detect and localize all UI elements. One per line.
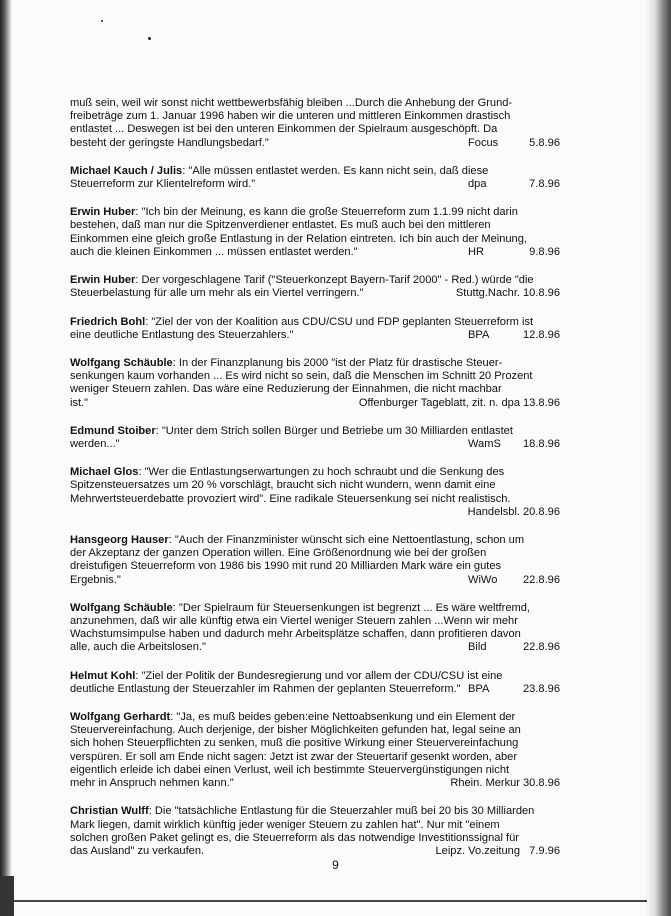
speaker-name: Wolfgang Gerhardt (70, 711, 171, 724)
quote-line (70, 165, 560, 178)
speaker-name: Michael Glos (70, 466, 139, 479)
source-date: 10.8.96 (522, 287, 560, 300)
source-name: BPA (468, 682, 490, 695)
quote-entry (70, 805, 560, 858)
source-date: 30.8.96 (522, 777, 560, 790)
quote-line (70, 670, 560, 683)
quote-line (70, 206, 560, 219)
quote-line (70, 547, 560, 560)
quote-text: bestehen, daß man nur die Spitzenverdiener entlastet. Es muß auch bei den mittleren (70, 219, 491, 232)
quote-text: : "Ziel der Politik der Bundesregierung und vor allem der CDU/CSU ist eine (135, 669, 503, 682)
source-date: 9.8.96 (529, 245, 560, 258)
quote-line (70, 737, 560, 750)
scan-corner-mark (0, 876, 14, 916)
quote-text: entlastet ... Deswegen ist bei den unteren Einkommen der Spielraum ausgeschöpft. Da (70, 123, 498, 136)
quote-text: : Der vorgeschlagene Tarif ("Steuerkonzept Bayern-Tarif 2000" - Red.) würde "die (135, 274, 534, 287)
speaker-name: Christian Wulff (70, 805, 149, 818)
quote-entry (70, 165, 560, 191)
quote-text: : "Unter dem Strich sollen Bürger und Betriebe um 30 Milliarden entlastet (155, 424, 513, 437)
quote-text: mehr in Anspruch nehmen kann." (70, 777, 234, 790)
quote-line (70, 615, 560, 628)
scan-right-edge (645, 0, 671, 916)
quote-text: : In der Finanzplanung bis 2000 "ist der Platz für drastische Steuer- (172, 356, 503, 369)
quote-text: : "Ja, es muß beides geben:eine Nettoabsenkung und ein Element der (170, 711, 516, 724)
quote-text: das Ausland" zu verkaufen. (70, 844, 205, 857)
quote-text: weniger Steuern zahlen. Das wäre eine Reduzierung der Einnahmen, die nicht machbar (70, 383, 502, 396)
quote-line (70, 425, 560, 438)
quote-line (70, 711, 560, 724)
quote-line (70, 751, 560, 764)
source-line (70, 438, 560, 451)
quote-text: freibeträge zum 1. Januar 1996 haben wir die unteren und mittleren Einkommen drastisch (70, 110, 511, 123)
quote-text: Mark liegen, damit wirklich künftig jeder weniger Steuern zu zahlen hat". Nur mit "einem (70, 818, 500, 831)
speaker-name: Michael Kauch / Julis (70, 164, 183, 177)
source-date: 23.8.96 (522, 682, 560, 695)
quote-line (70, 357, 560, 370)
speaker-name: Edmund Stoiber (70, 424, 156, 437)
quote-text: auch die kleinen Einkommen ... müssen entlastet werden." (70, 245, 358, 258)
quote-line (70, 628, 560, 641)
speaker-name: Wolfgang Schäuble (70, 601, 173, 614)
quote-text: : "Alle müssen entlastet werden. Es kann nicht sein, daß diese (182, 164, 489, 177)
quote-text: werden..." (70, 437, 120, 450)
speaker-name: Erwin Huber (70, 206, 136, 219)
source-name: WamS (468, 437, 501, 450)
quote-entry (70, 534, 560, 587)
quote-text: Einkommen eine gleich große Entlastung in der Relation eintreten. Ich bin auch der Meinung, (70, 232, 527, 245)
speaker-name: Erwin Huber (70, 274, 136, 287)
quote-line (70, 383, 560, 396)
source-line (70, 506, 560, 519)
quote-text: : "Der Spielraum für Steuersenkungen ist begrenzt ... Es wäre weltfremd, (172, 601, 530, 614)
quote-text: Spitzensteuersatzes um 20 % vorschlägt, braucht sich nicht wundern, wenn damit eine (70, 479, 496, 492)
quote-text: muß sein, weil wir sonst nicht wettbewerbsfähig bleiben ...Durch die Anhebung der Grund- (70, 97, 513, 109)
speaker-name: Hansgeorg Hauser (70, 533, 169, 546)
scan-speck (148, 37, 151, 40)
quote-line (70, 219, 560, 232)
quote-entry (70, 97, 560, 150)
quote-text: eine deutliche Entlastung des Steuerzahlers." (70, 328, 294, 341)
speaker-name: Helmut Kohl (70, 669, 136, 682)
quote-text: sich hohen Steuerpflichten zu senken, muß die positive Wirkung einer Steuervereinfachung (70, 737, 519, 750)
source-date: 5.8.96 (529, 136, 560, 149)
quote-line (70, 832, 560, 845)
source-name: dpa (468, 178, 487, 191)
source-date: 7.8.96 (529, 178, 560, 191)
quote-text: eigentlich erleide ich dabei einen Verlust, weil ich bestimmte Steuervergünstigungen nicht (70, 763, 510, 776)
source-name: Focus (468, 136, 499, 149)
quote-text: anzunehmen, daß wir alle künftig etwa ein Viertel weniger Steuern zahlen ...Wenn wir mehr (70, 615, 518, 628)
quote-text: der Akzeptanz der ganzen Operation willen. Eine Größenordnung wie bei der großen (70, 547, 487, 560)
quote-text: solchen großen Paket gelingt es, die Steuerreform als das notwendige Investitionssignal für (70, 831, 519, 844)
quote-line (70, 316, 560, 329)
source-date: 22.8.96 (522, 573, 560, 586)
quote-line (70, 479, 560, 492)
quote-text: dreistufigen Steuerreform von 1986 bis 1990 mit rund 20 Milliarden Mark wäre ein gutes (70, 560, 502, 573)
quote-text: Steuervereinfachung. Auch derjenige, der bisher Möglichkeiten gefunden hat, legal seine an (70, 724, 521, 737)
quote-line (70, 493, 560, 506)
quote-text: Steuerreform zur Klientelreform wird." (70, 178, 256, 191)
source-name: Rhein. Merkur (450, 777, 520, 790)
source-name: HR (468, 245, 485, 258)
quote-line (70, 97, 560, 110)
page-number: 9 (332, 858, 339, 872)
source-date: 20.8.96 (522, 505, 560, 518)
quote-text: besteht der geringste Handlungsbedarf." (70, 136, 269, 149)
quote-text: : "Ziel der von der Koalition aus CDU/CSU und FDP geplanten Steuerreform ist (145, 315, 534, 328)
quote-text: Steuerbelastung für alle um mehr als ein Viertel verringern." (70, 287, 364, 300)
source-name: Bild (468, 641, 487, 654)
scan-bottom-rule (8, 900, 647, 902)
quote-text: : "Auch der Finanzminister wünscht sich eine Nettoentlastung, schon um (168, 533, 525, 546)
quote-line (70, 819, 560, 832)
source-date: 7.9.96 (529, 844, 560, 857)
quote-line (70, 466, 560, 479)
quote-line (70, 110, 560, 123)
quote-list (70, 97, 560, 873)
quote-line (70, 233, 560, 246)
source-date: 12.8.96 (522, 328, 560, 341)
source-date: 13.8.96 (522, 396, 560, 409)
scan-speck (101, 20, 103, 22)
source-line (70, 397, 560, 410)
quote-entry (70, 206, 560, 259)
quote-line (70, 764, 560, 777)
quote-line (70, 274, 560, 287)
quote-line (70, 370, 560, 383)
quote-text: alle, auch die Arbeitslosen." (70, 641, 206, 654)
quote-text: Mehrwertsteuerdebatte provoziert wird". Eine radikale Steuersenkung sei nicht realistisch. (70, 492, 511, 505)
quote-line (70, 602, 560, 615)
quote-text: Ergebnis." (70, 573, 121, 586)
quote-text: : "Wer die Entlastungserwartungen zu hoch schraubt und die Senkung des (138, 466, 505, 479)
quote-line (70, 560, 560, 573)
quote-text: senkungen kaum vorhanden ... Es wird nicht so sein, daß die Menschen im Schnitt 20 Prozent (70, 370, 533, 383)
quote-line (70, 534, 560, 547)
quote-entry (70, 711, 560, 790)
quote-entry (70, 466, 560, 519)
source-line (70, 574, 560, 587)
quote-text: verspüren. Er soll am Ende nicht sagen: Jetzt ist zwar der Steuertarif gesenkt worden, aber (70, 750, 518, 763)
source-name: BPA (468, 328, 490, 341)
quote-text: : Die "tatsächliche Entlastung für die Steuerzahler muß bei 20 bis 30 Milliarden (148, 805, 535, 818)
quote-text: Wachstumsimpulse haben und dadurch mehr Arbeitsplätze schaffen, dann profitieren davon (70, 628, 521, 641)
quote-entry (70, 274, 560, 300)
source-date: 18.8.96 (522, 437, 560, 450)
speaker-name: Wolfgang Schäuble (70, 356, 173, 369)
quote-line (70, 724, 560, 737)
quote-entry (70, 602, 560, 655)
source-name: Stuttg.Nachr. (455, 287, 520, 300)
source-name: WiWo (468, 573, 498, 586)
quote-text: : "Ich bin der Meinung, es kann die große Steuerreform zum 1.1.99 nicht darin (135, 206, 518, 219)
source-name: Leipz. Vo.zeitung (435, 844, 520, 857)
source-date: 22.8.96 (522, 641, 560, 654)
quote-text: ist." (70, 396, 89, 409)
source-name: Handelsbl. (467, 505, 520, 518)
quote-line (70, 123, 560, 136)
quote-entry (70, 357, 560, 410)
quote-entry (70, 316, 560, 342)
quote-entry (70, 425, 560, 451)
speaker-name: Friedrich Bohl (70, 315, 146, 328)
quote-line (70, 805, 560, 818)
quote-entry (70, 670, 560, 696)
quote-text: deutliche Entlastung der Steuerzahler im Rahmen der geplanten Steuerreform." (70, 682, 461, 695)
scan-left-edge (0, 0, 12, 916)
source-name: Offenburger Tageblatt, zit. n. dpa (358, 396, 520, 409)
